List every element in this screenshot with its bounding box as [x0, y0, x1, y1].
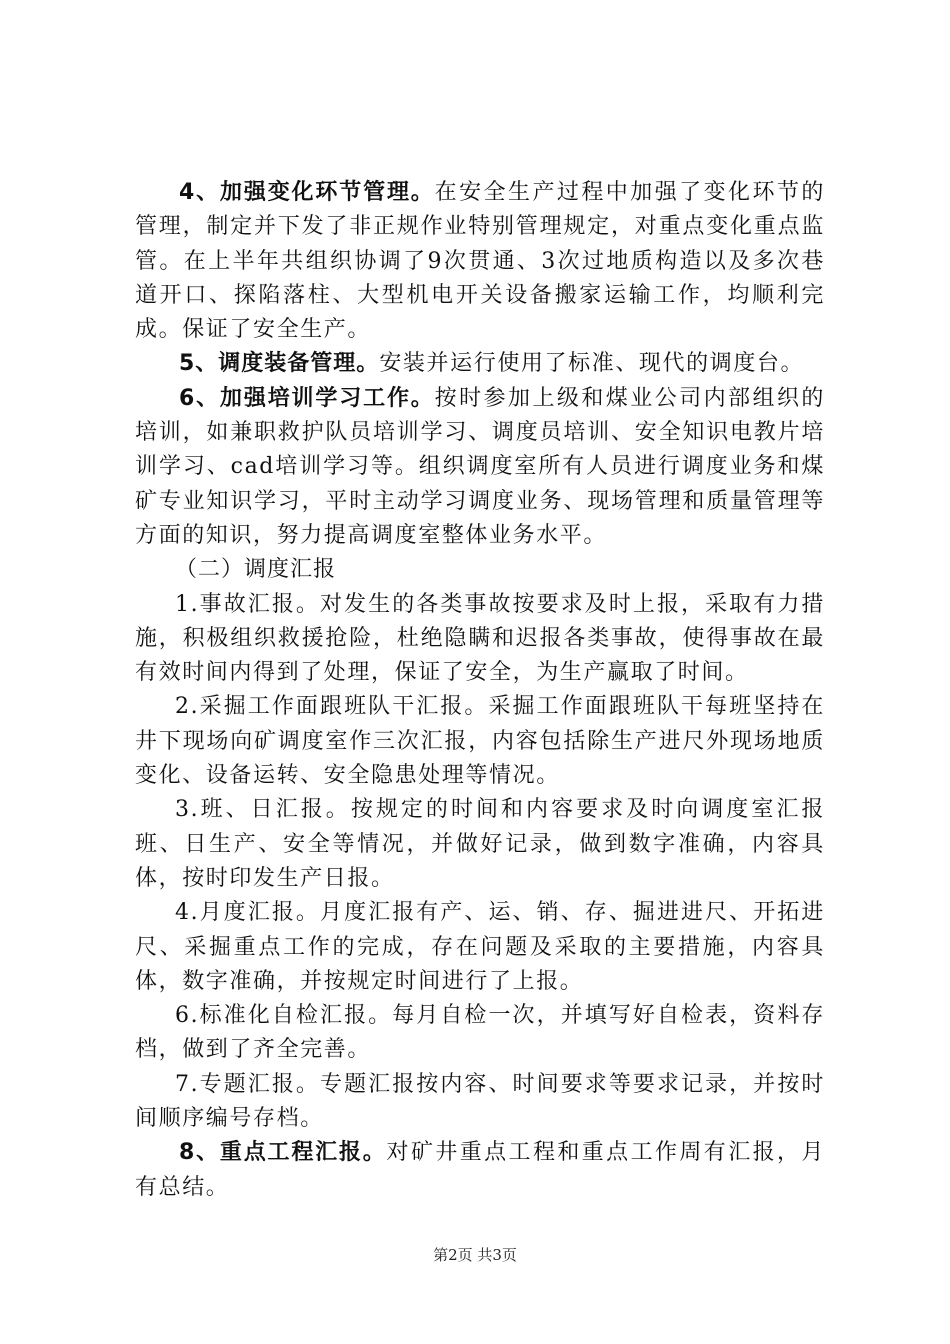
- paragraph-training: [135, 382, 825, 553]
- paragraph-text: 安装并运行使用了标准、现代的调度台。: [379, 351, 805, 377]
- document-body: [135, 176, 825, 1205]
- paragraph-text: 按时参加上级和煤业公司内部组织的培训，如兼职救护队员培训学习、调度员培训、安全知识电教片培训学习、cad培训学习等。组织调度室所有人员进行调度业务和煤矿专业知识学习，平时主动学习调度业务、现场管理和质量管理等方面的知识，努力提高调度室整体业务水平。: [135, 385, 825, 548]
- paragraph-lead: 5、调度装备管理。: [179, 351, 380, 377]
- paragraph-lead: 8、重点工程汇报。: [179, 1140, 387, 1166]
- paragraph-lead: 4、加强变化环节管理。: [179, 180, 435, 205]
- report-item: 7.专题汇报。专题汇报按内容、时间要求等要求记录，并按时间顺序编号存档。: [135, 1071, 825, 1132]
- report-item: 2.采掘工作面跟班队干汇报。采掘工作面跟班队干每班坚持在井下现场向矿调度室作三次汇报，内容包括除生产进尺外现场地质变化、设备运转、安全隐患处理等情况。: [135, 694, 825, 789]
- report-item: 1.事故汇报。对发生的各类事故按要求及时上报，采取有力措施，积极组织救援抢险，杜绝隐瞒和迟报各类事故，使得事故在最有效时间内得到了处理，保证了安全，为生产赢取了时间。: [135, 591, 825, 686]
- paragraph-key-projects: [135, 1136, 825, 1205]
- paragraph-lead: 6、加强培训学习工作。: [179, 385, 435, 411]
- report-item: 4.月度汇报。月度汇报有产、运、销、存、掘进进尺、开拓进尺、采掘重点工作的完成，存在问题及采取的主要措施，内容具体，数字准确，并按规定时间进行了上报。: [135, 900, 825, 994]
- section-heading-line: [135, 553, 825, 587]
- paragraph-dispatch-equipment: [135, 347, 825, 381]
- report-item: 3.班、日汇报。按规定的时间和内容要求及时向调度室汇报班、日生产、安全等情况，并做好记录，做到数字准确，内容具体，按时印发生产日报。: [135, 797, 825, 891]
- report-item: 6.标准化自检汇报。每月自检一次，并填写好自检表，资料存档，做到了齐全完善。: [135, 1003, 825, 1063]
- section-heading: （二）调度汇报: [175, 557, 337, 583]
- paragraph-text: 对矿井重点工程和重点工作周有汇报，月有总结。: [135, 1140, 825, 1200]
- paragraph-text: 在安全生产过程中加强了变化环节的管理，制定并下发了非正规作业特别管理规定，对重点变化重点监管。在上半年共组织协调了9次贯通、3次过地质构造以及多次巷道开口、探陷落柱、大型机电开关设备搬家运输工作，均顺利完成。保证了安全生产。: [135, 180, 825, 343]
- paragraph-change-management: [135, 176, 825, 347]
- page-number-footer: 第2页 共3页: [433, 1246, 517, 1264]
